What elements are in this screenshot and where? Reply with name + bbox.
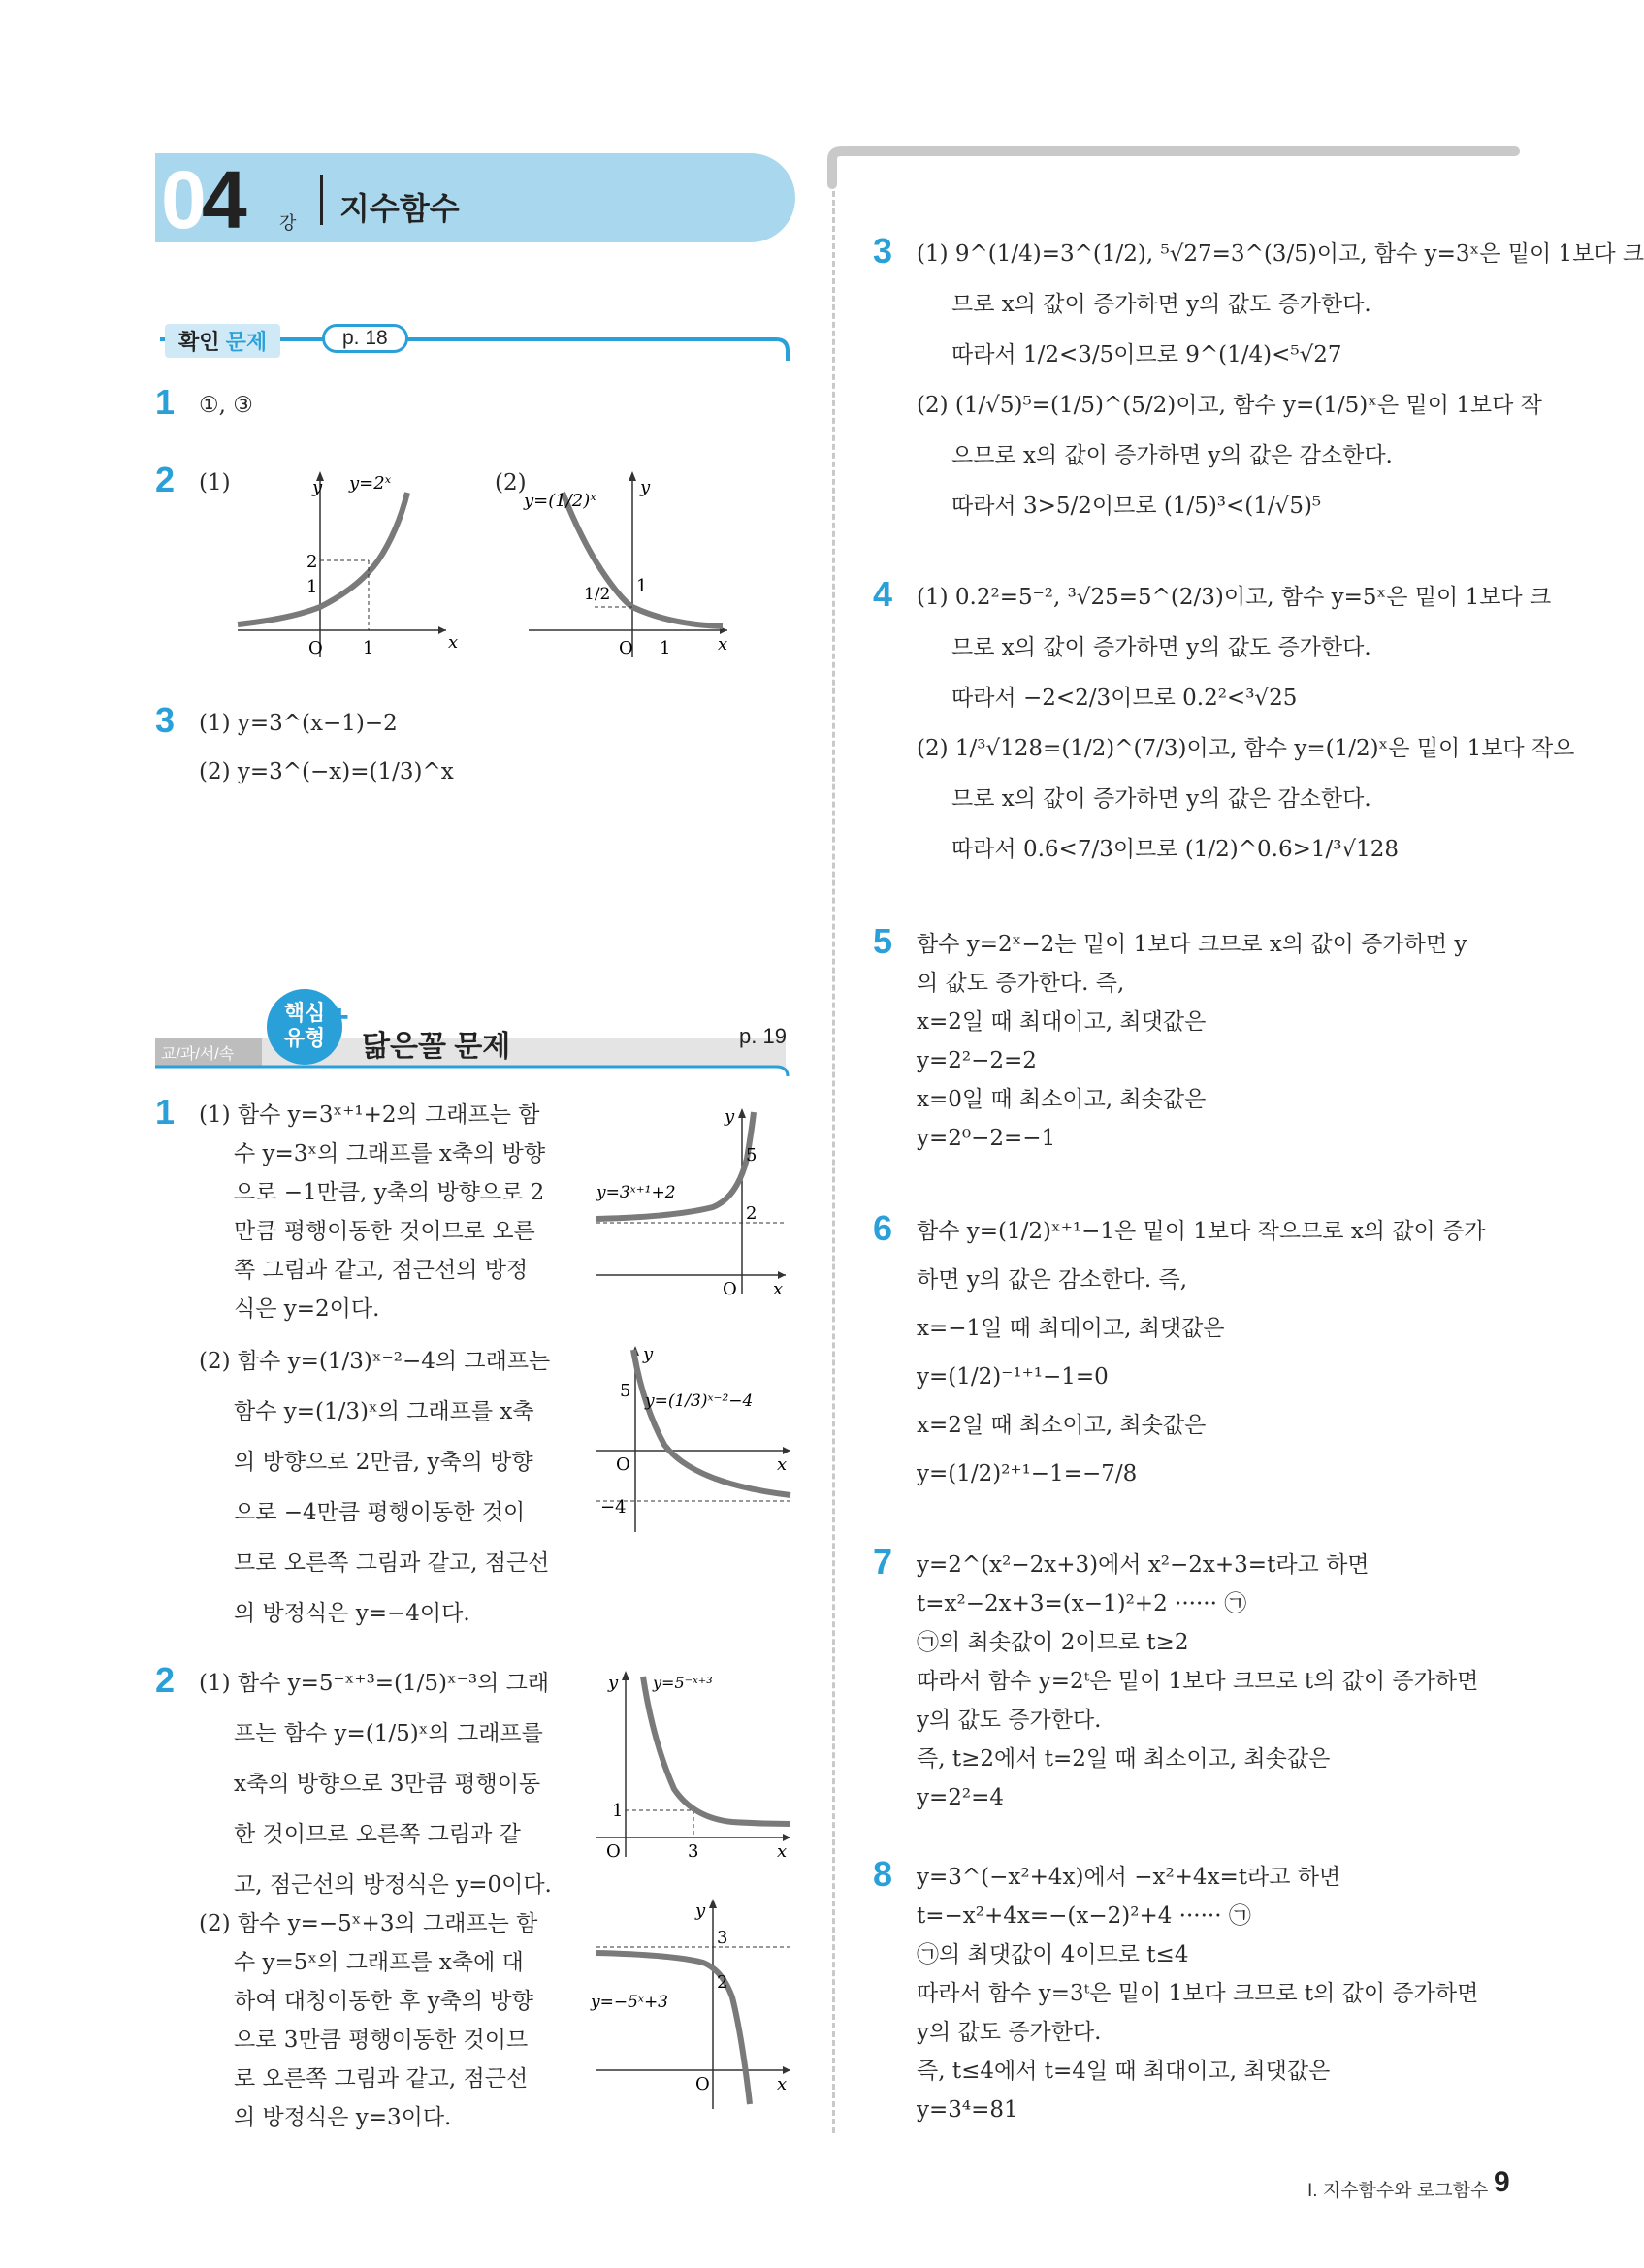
core-p2-number: 2 xyxy=(155,1660,176,1700)
graph6-func-label: y=−5ˣ+3 xyxy=(591,1993,669,2012)
p3-line: 므로 x의 값이 증가하면 y의 값도 증가한다. xyxy=(951,292,1371,317)
chapter-zero-decor: 0 xyxy=(161,154,207,245)
p7-line: 따라서 함수 y=2ᵗ은 밑이 1보다 크므로 t의 값이 증가하면 xyxy=(917,1669,1479,1694)
graph2-x1: 1 xyxy=(660,638,671,658)
footer-section: I. 지수함수와 로그함수 xyxy=(1307,2181,1489,2201)
p1b-line: 함수 y=(1/3)ˣ의 그래프를 x축 xyxy=(234,1399,534,1424)
graph6-origin: O xyxy=(695,2074,710,2094)
graph1-x-arrow xyxy=(438,626,446,634)
check-q3-part2: (2) y=3^(−x)=(1/3)^x xyxy=(199,759,454,784)
p2b-line: 으로 3만큼 평행이동한 것이므 xyxy=(234,2028,529,2053)
graph3-y-arrow xyxy=(738,1108,746,1118)
p2b-line: 수 y=5ˣ의 그래프를 x축에 대 xyxy=(234,1950,524,1975)
graph5-x3: 3 xyxy=(688,1841,699,1862)
p6-line: 하면 y의 값은 감소한다. 즉, xyxy=(917,1267,1188,1293)
graph2-func-label: y=(1/2)ˣ xyxy=(524,491,596,511)
p7-line: t=x²−2x+3=(x−1)²+2 ······ ㉠ xyxy=(917,1591,1247,1616)
p8-line: y의 값도 증가한다. xyxy=(917,2020,1102,2045)
p8-line: y=3⁴=81 xyxy=(917,2097,1018,2123)
graph4-func-label: y=(1/3)ˣ⁻²−4 xyxy=(645,1391,754,1411)
graph-3-power-x-plus-1 xyxy=(587,1101,800,1304)
chapter-number: 4 xyxy=(202,154,247,245)
p3-line: (1) 9^(1/4)=3^(1/2), ⁵√27=3^(3/5)이고, 함수 y=3ˣ은 밑이 1보다 크 xyxy=(917,241,1644,267)
p8-line: y=3^(−x²+4x)에서 −x²+4x=t라고 하면 xyxy=(917,1865,1341,1890)
graph4-y5: 5 xyxy=(620,1381,631,1401)
p8-line: 따라서 함수 y=3ᵗ은 밑이 1보다 크므로 t의 값이 증가하면 xyxy=(917,1981,1479,2006)
graph6-x-label: x xyxy=(777,2074,788,2094)
p2a-line: x축의 방향으로 3만큼 평행이동 xyxy=(234,1772,541,1797)
right-p4-number: 4 xyxy=(873,574,893,614)
graph1-x-label: x xyxy=(448,632,459,653)
core-badge-plus: + xyxy=(330,999,349,1036)
graph2-y1: 1 xyxy=(636,576,648,596)
p4-line: 므로 x의 값이 증가하면 y의 값도 증가한다. xyxy=(951,635,1371,660)
chapter-title: 지수함수 xyxy=(339,191,460,226)
graph6-y-arrow xyxy=(709,1899,717,1908)
check-page-ref: p. 18 xyxy=(322,324,408,353)
p3-line: (2) (1/√5)⁵=(1/5)^(5/2)이고, 함수 y=(1/5)ˣ은 밑이 1보다 작 xyxy=(917,393,1542,418)
core-badge-line2: 유형 xyxy=(283,1026,326,1050)
p6-line: y=(1/2)⁻¹⁺¹−1=0 xyxy=(917,1364,1109,1390)
graph4-curve xyxy=(633,1350,790,1495)
graph-2-power-x xyxy=(233,463,459,667)
graph6-x-arrow xyxy=(783,2066,790,2074)
check-q2-part1: (1) xyxy=(199,470,231,495)
p1b-line: (2) 함수 y=(1/3)ˣ⁻²−4의 그래프는 xyxy=(199,1349,551,1374)
graph6-y2: 2 xyxy=(717,1972,728,1993)
graph6-y3: 3 xyxy=(717,1928,728,1948)
graph2-half-label: 1/2 xyxy=(584,585,611,604)
check-q1-answer: ①, ③ xyxy=(199,393,253,418)
p3-line: 으므로 x의 값이 증가하면 y의 값은 감소한다. xyxy=(951,443,1393,468)
graph5-curve xyxy=(643,1677,790,1824)
right-p5-number: 5 xyxy=(873,921,893,961)
p2a-line: 프는 함수 y=(1/5)ˣ의 그래프를 xyxy=(234,1721,543,1746)
p1a-line: 쪽 그림과 같고, 점근선의 방정 xyxy=(234,1258,529,1283)
column-divider xyxy=(832,165,835,2133)
graph1-y-label: y xyxy=(312,477,323,497)
check-q3-part1: (1) y=3^(x−1)−2 xyxy=(199,711,398,736)
p5-line: x=2일 때 최대이고, 최댓값은 xyxy=(917,1009,1207,1035)
p2a-line: 한 것이므로 오른쪽 그림과 같 xyxy=(234,1822,521,1847)
graph4-origin: O xyxy=(616,1454,630,1475)
p2b-line: 하여 대칭이동한 후 y축의 방향 xyxy=(234,1989,533,2014)
p6-line: y=(1/2)²⁺¹−1=−7/8 xyxy=(917,1461,1138,1486)
graph1-y1: 1 xyxy=(306,577,318,597)
graph3-y5: 5 xyxy=(746,1145,758,1166)
p6-line: x=−1일 때 최대이고, 최댓값은 xyxy=(917,1316,1225,1341)
p4-line: 따라서 −2<2/3이므로 0.2²<³√25 xyxy=(951,686,1298,711)
graph3-x-arrow xyxy=(778,1271,786,1279)
right-p3-number: 3 xyxy=(873,231,893,271)
right-bar-path xyxy=(832,151,1515,184)
core-title: 닮은꼴 문제 xyxy=(362,1031,511,1063)
chapter-number-badge xyxy=(155,154,301,245)
p2b-line: 로 오른쪽 그림과 같고, 점근선 xyxy=(234,2066,529,2092)
p6-line: x=2일 때 최소이고, 최솟값은 xyxy=(917,1413,1207,1438)
graph2-y-arrow xyxy=(629,471,636,481)
p4-line: 므로 x의 값이 증가하면 y의 값은 감소한다. xyxy=(951,786,1371,812)
p1b-line: 의 방정식은 y=−4이다. xyxy=(234,1601,470,1626)
graph4-x-arrow xyxy=(783,1447,790,1454)
p5-line: y=2²−2=2 xyxy=(917,1048,1037,1073)
right-top-bar xyxy=(826,145,1525,184)
p8-line: ㉠의 최댓값이 4이므로 t≤4 xyxy=(917,1942,1189,1967)
p7-line: 즉, t≥2에서 t=2일 때 최소이고, 최솟값은 xyxy=(917,1746,1331,1772)
p7-line: y의 값도 증가한다. xyxy=(917,1708,1102,1733)
p5-line: x=0일 때 최소이고, 최솟값은 xyxy=(917,1087,1207,1112)
graph2-curve xyxy=(563,493,723,626)
p8-line: 즉, t≤4에서 t=4일 때 최대이고, 최댓값은 xyxy=(917,2059,1331,2084)
p6-line: 함수 y=(1/2)ˣ⁺¹−1은 밑이 1보다 작으므로 x의 값이 증가 xyxy=(917,1219,1486,1244)
graph5-y-label: y xyxy=(608,1673,619,1693)
right-p7-number: 7 xyxy=(873,1542,893,1581)
graph-third-power-x-minus-2 xyxy=(587,1338,800,1542)
p5-line: y=2⁰−2=−1 xyxy=(917,1126,1056,1151)
graph4-y-label: y xyxy=(643,1344,654,1364)
p3-line: 따라서 3>5/2이므로 (1/5)³<(1/√5)⁵ xyxy=(951,494,1322,519)
p4-line: (1) 0.2²=5⁻², ³√25=5^(2/3)이고, 함수 y=5ˣ은 밑이 1보다 크 xyxy=(917,585,1552,610)
graph5-origin: O xyxy=(606,1841,621,1862)
check-q3-number: 3 xyxy=(155,700,176,740)
core-tag-small: 교/과/서/속 xyxy=(161,1046,235,1063)
graph5-x-arrow xyxy=(783,1834,790,1841)
graph3-func-label: y=3ˣ⁺¹+2 xyxy=(596,1183,676,1202)
check-q1-number: 1 xyxy=(155,382,176,422)
p1b-line: 으로 −4만큼 평행이동한 것이 xyxy=(234,1500,526,1525)
p1a-line: (1) 함수 y=3ˣ⁺¹+2의 그래프는 함 xyxy=(199,1102,540,1128)
graph4-y-minus4: −4 xyxy=(600,1497,627,1517)
graph2-y-label: y xyxy=(640,477,651,497)
graph3-x-label: x xyxy=(773,1279,784,1299)
graph1-x1: 1 xyxy=(363,638,374,658)
core-bar-line xyxy=(155,1067,788,1076)
p2b-line: (2) 함수 y=−5ˣ+3의 그래프는 함 xyxy=(199,1911,538,1936)
footer-page-number: 9 xyxy=(1494,2166,1510,2198)
right-p6-number: 6 xyxy=(873,1208,893,1248)
check-section-label xyxy=(165,324,280,358)
graph-half-power-x xyxy=(524,463,737,667)
graph1-origin: O xyxy=(308,638,323,658)
p8-line: t=−x²+4x=−(x−2)²+4 ······ ㉠ xyxy=(917,1903,1251,1929)
graph3-y-label: y xyxy=(725,1106,735,1127)
graph3-y2: 2 xyxy=(746,1203,758,1224)
p2b-line: 의 방정식은 y=3이다. xyxy=(234,2105,452,2130)
chapter-suffix: 강 xyxy=(279,213,297,233)
check-q2-number: 2 xyxy=(155,460,176,499)
graph5-x-label: x xyxy=(777,1841,788,1862)
graph-5-power-minus-x-plus-3 xyxy=(587,1663,800,1867)
p1b-line: 의 방향으로 2만큼, y축의 방향 xyxy=(234,1450,533,1475)
p7-line: y=2²=4 xyxy=(917,1785,1005,1810)
graph1-curve xyxy=(238,493,407,624)
p1a-line: 식은 y=2이다. xyxy=(234,1296,380,1322)
graph5-func-label: y=5⁻ˣ⁺³ xyxy=(653,1674,713,1692)
p4-line: 따라서 0.6<7/3이므로 (1/2)^0.6>1/³√128 xyxy=(951,837,1400,862)
graph2-x-label: x xyxy=(718,634,728,655)
p5-line: 함수 y=2ˣ−2는 밑이 1보다 크므로 x의 값이 증가하면 y xyxy=(917,932,1467,957)
p5-line: 의 값도 증가한다. 즉, xyxy=(917,971,1125,996)
p1a-line: 으로 −1만큼, y축의 방향으로 2 xyxy=(234,1180,545,1205)
check-label-bold: 확인 xyxy=(178,330,220,354)
graph1-func-label: y=2ˣ xyxy=(349,473,392,494)
graph5-y1: 1 xyxy=(612,1801,624,1821)
p7-line: ㉠의 최솟값이 2이므로 t≥2 xyxy=(917,1630,1189,1655)
check-q2-part2: (2) xyxy=(495,470,527,495)
p7-line: y=2^(x²−2x+3)에서 x²−2x+3=t라고 하면 xyxy=(917,1552,1370,1578)
graph2-origin: O xyxy=(619,638,633,658)
graph-minus-5-power-x-plus-3 xyxy=(587,1891,800,2114)
right-p8-number: 8 xyxy=(873,1854,893,1894)
graph6-y-label: y xyxy=(695,1901,706,1921)
p1a-line: 수 y=3ˣ의 그래프를 x축의 방향 xyxy=(234,1141,546,1166)
graph4-x-label: x xyxy=(777,1454,788,1475)
core-p1-number: 1 xyxy=(155,1092,176,1132)
check-label-color: 문제 xyxy=(225,330,268,354)
core-badge-line1: 핵심 xyxy=(283,1001,326,1025)
p1b-line: 므로 오른쪽 그림과 같고, 점근선 xyxy=(234,1550,550,1576)
p3-line: 따라서 1/2<3/5이므로 9^(1/4)<⁵√27 xyxy=(951,342,1342,367)
p4-line: (2) 1/³√128=(1/2)^(7/3)이고, 함수 y=(1/2)ˣ은 밑이 1보다 작으 xyxy=(917,736,1575,761)
graph1-y2: 2 xyxy=(306,552,318,572)
graph3-curve xyxy=(596,1112,754,1219)
core-page-ref: p. 19 xyxy=(739,1024,787,1048)
p2a-line: (1) 함수 y=5⁻ˣ⁺³=(1/5)ˣ⁻³의 그래 xyxy=(199,1671,550,1696)
graph5-y-arrow xyxy=(622,1671,629,1680)
chapter-divider xyxy=(320,175,323,225)
p2a-line: 고, 점근선의 방정식은 y=0이다. xyxy=(234,1872,552,1898)
p1a-line: 만큼 평행이동한 것이므로 오른 xyxy=(234,1219,535,1244)
graph3-origin: O xyxy=(723,1279,737,1299)
